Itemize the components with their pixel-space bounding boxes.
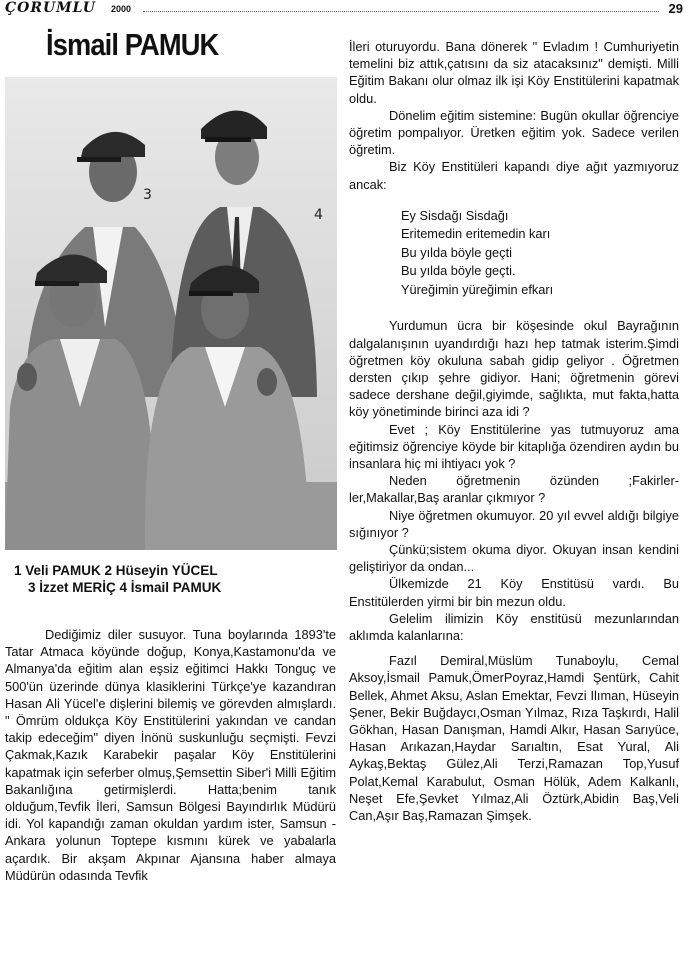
issue-year: 2000 xyxy=(111,4,132,14)
poem xyxy=(349,207,679,300)
page-header xyxy=(5,2,683,16)
paragraph: Dediğimiz diler susuyor. Tuna boylarında 1893'te Tatar Atmaca köyünde doğup, Konya,Kastamonu'da ve Almanya'da eğitim alan eşsiz eğitimci Hakkı Tonguç ve 500'ün üzerinde dünya klasiklerini Türkçe'ye kazandıran Hasan Ali Yücel'e dişlerini bilemiş ve görevden almışlardı. " Ömrüm oldukça Köy Enstitülerini yakından ve candan takip edeceğim" diyen İnönü suskunluğu seçmişti. Fevzi Çakmak,Kazık Karabekir paşalar Köy Enstitülerini kapatmak için seferber olmuş,Şemsettin Siber'i Milli Eğitim Bakanlığına getirmişlerdi. Hatta;benim tanık olduğum,Tevfik İleri, Samsun Bölgesi Bayındırlık Müdürü idi. Yol kapandığı zaman okuldan yardım ister, Samsun - Ankara yolunun Toptepe kısmını kürek ve yabalarla açardık. Bir akşam Akpınar Ajansına haber almaya Müdürün odasında Tevfik xyxy=(5,627,336,883)
page-number: 29 xyxy=(668,1,683,16)
poem-line: Eritemedin eritemedin karı xyxy=(401,226,551,242)
paragraph: Yurdumun ücra bir köşesinde okul Bayrağının dalgalanışının uyandırdığı hazı hep tatmak isterim.Şimdi öğretmen köy okuluna sabah gidip geliyor . Öğretmen dersten çıkıp şehre gidiyor. Hani; öğretmenin görevi sadece dershane değil,giyimde, sağlıkta, mut fakta,hatta köy yönetiminde birinci aza idi ? xyxy=(349,318,679,420)
magazine-logo: ÇORUMLU xyxy=(5,0,96,16)
photo-mark-3: 3 xyxy=(143,187,152,203)
graduates-list: Fazıl Demiral,Müslüm Tunaboylu, Cemal Aksoy,İsmail Pamuk,ÖmerPoyraz,Hamdi Şentürk, Cahit Bellek, Ahmet Aksu, Aslan Emektar, Fevzi Ilıman, Hüseyin Şener, Bekir Buğdaycı,Osman Yılmaz, Rıza Taşkırdı, Halil Gökhan, Hasan Danışman, Hamdi Alkır, Hasan Sarıyüce, Hasan Arıkazan,Haydar Sarıaltın, Esat Yural, Ali Aykaş,Bektaş Gülez,Ali Terzi,Ramazan Top,Yusuf Polat,Kemal Karabulut, Osman Hölük, Adem Kalkanlı, Neşet Efe,Şevket Yılmaz,Ali Öztürk,Abidin Baş,Veli Can,Aşır Baş,Ramazan Şimşek. xyxy=(349,653,679,824)
header-dotted-rule xyxy=(143,11,659,12)
paragraph: Niye öğretmen okumuyor. 20 yıl evvel aldığı bilgiye sığınıyor ? xyxy=(349,507,679,540)
poem-line: Bu yılda böyle geçti xyxy=(401,244,512,260)
paragraph: Biz Köy Enstitüleri kapandı diye ağıt yazmıyoruz ancak: xyxy=(349,159,679,192)
paragraph: Dönelim eğitim sistemine: Bugün okullar öğrenciye öğretim pompalıyor. Üretken eğitim yok. Sadece verilen öğretim. xyxy=(349,107,679,158)
paragraph: Çünkü;sistem okuma diyor. Okuyan insan kendini geliştiriyor da ondan... xyxy=(349,541,679,575)
photo-mark-4: 4 xyxy=(314,207,323,223)
article-title: İsmail PAMUK xyxy=(46,27,219,62)
group-photo xyxy=(5,77,337,550)
left-column xyxy=(5,626,336,884)
paragraph: Evet ; Köy Enstitülerine yas tutmuyoruz ama eğitimsiz öğrenciye köyde bir kitaplığa özendiren aydın bu insanlara hiç mi ihtiyacı yok ? xyxy=(349,421,679,471)
paragraph: Gelelim ilimizin Köy enstitüsü mezunlarından aklımda kalanlarına: xyxy=(349,610,679,643)
paragraph: Ülkemizde 21 Köy Enstitüsü vardı. Bu Enstitülerden yirmi bir bin mezun oldu. xyxy=(349,576,679,609)
paragraph: Neden öğretmenin özünden ;Fakirler-ler,Makallar,Baş aranlar çıkmıyor ? xyxy=(349,473,679,506)
right-column xyxy=(349,38,679,824)
photo-caption xyxy=(14,562,344,596)
caption-line-1: 1 Veli PAMUK 2 Hüseyin YÜCEL xyxy=(14,563,218,578)
caption-line-2: 3 İzzet MERİÇ 4 İsmail PAMUK xyxy=(28,580,222,595)
poem-line: Bu yılda böyle geçti. xyxy=(401,263,516,279)
poem-line: Ey Sisdağı Sisdağı xyxy=(401,207,509,223)
paragraph: İleri oturuyordu. Bana dönerek " Evladım ! Cumhuriyetin temelini biz attık,çatısını da siz atacaksınız" demişti. Milli Eğitim Bakanı olur olmaz ilk işi Köy Enstitülerini kapatmak oldu. xyxy=(349,39,679,106)
poem-line: Yüreğimin yüreğimin efkarı xyxy=(401,281,554,297)
